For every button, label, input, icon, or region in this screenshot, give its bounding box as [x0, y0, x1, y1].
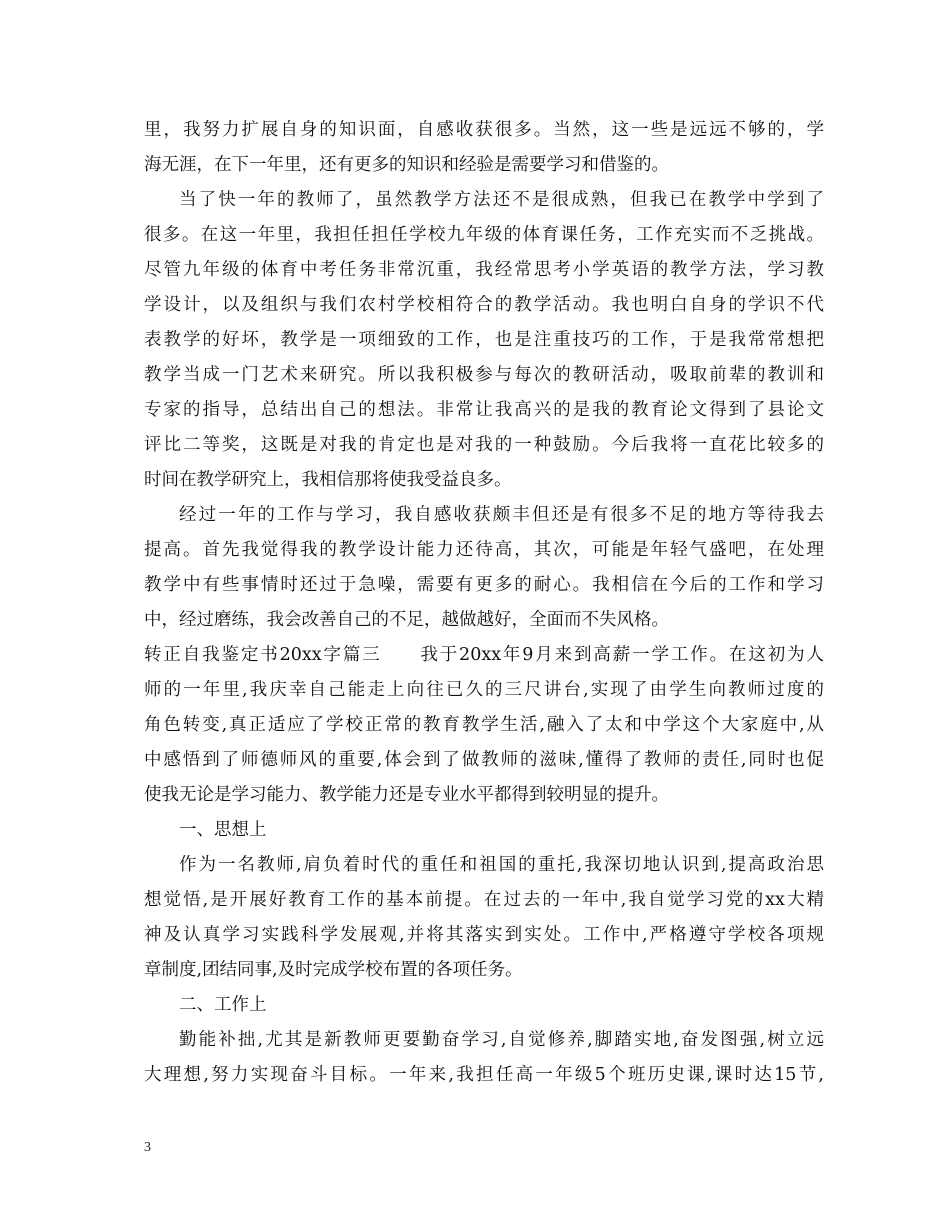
text-line: 想觉悟,是开展好教育工作的基本前提。在过去的一年中,我自觉学习党的xx大精 — [144, 890, 824, 910]
text-line: 时间在教学研究上，我相信那将使我受益良多。 — [144, 470, 512, 490]
text-line: 评比二等奖，这既是对我的肯定也是对我的一种鼓励。今后我将一直花比较多的 — [144, 435, 824, 455]
text-line: 里，我努力扩展自身的知识面，自感收获很多。当然，这一些是远远不够的，学 — [144, 120, 824, 140]
text-line: 教学当成一门艺术来研究。所以我积极参与每次的教研活动，吸取前辈的教训和 — [144, 365, 824, 385]
text-line: 专家的指导，总结出自己的想法。非常让我高兴的是我的教育论文得到了县论文 — [144, 400, 824, 420]
section-heading: 二、工作上 — [179, 995, 267, 1015]
text-line: 表教学的好坏，教学是一项细致的工作，也是注重技巧的工作，于是我常常想把 — [144, 330, 824, 350]
text-line: 中感悟到了师德师风的重要,体会到了做教师的滋味,懂得了教师的责任,同时也促 — [144, 750, 824, 770]
text-line: 角色转变,真正适应了学校正常的教育教学生活,融入了太和中学这个大家庭中,从 — [144, 715, 824, 735]
text-line: 章制度,团结同事,及时完成学校布置的各项任务。 — [144, 960, 523, 980]
section-heading: 一、思想上 — [179, 820, 267, 840]
text-line: 海无涯，在下一年里，还有更多的知识和经验是需要学习和借鉴的。 — [144, 155, 669, 175]
text-line: 转正自我鉴定书20xx字篇三 我于20xx年9月来到高薪一学工作。在这初为人 — [144, 645, 824, 665]
text-line: 提高。首先我觉得我的教学设计能力还待高，其次，可能是年轻气盛吧，在处理 — [144, 540, 824, 560]
text-line: 中，经过磨练，我会改善自己的不足，越做越好，全面而不失风格。 — [144, 610, 669, 630]
text-line: 经过一年的工作与学习，我自感收获颇丰但还是有很多不足的地方等待我去 — [179, 505, 824, 525]
text-line: 师的一年里,我庆幸自己能走上向往已久的三尺讲台,实现了由学生向教师过度的 — [144, 680, 824, 700]
text-line: 学设计，以及组织与我们农村学校相符合的教学活动。我也明白自身的学识不代 — [144, 295, 824, 315]
text-line: 教学中有些事情时还过于急噪，需要有更多的耐心。我相信在今后的工作和学习 — [144, 575, 824, 595]
text-line: 作为一名教师,肩负着时代的重任和祖国的重托,我深切地认识到,提高政治思 — [179, 855, 824, 875]
text-line: 大理想,努力实现奋斗目标。一年来,我担任高一年级5个班历史课,课时达15节, — [144, 1065, 824, 1085]
page-number: 3 — [144, 1140, 151, 1155]
text-line: 勤能补拙,尤其是新教师更要勤奋学习,自觉修养,脚踏实地,奋发图强,树立远 — [179, 1030, 824, 1050]
text-line: 使我无论是学习能力、教学能力还是专业水平都得到较明显的提升。 — [144, 785, 669, 805]
text-line: 神及认真学习实践科学发展观,并将其落实到实处。工作中,严格遵守学校各项规 — [144, 925, 824, 945]
text-line: 尽管九年级的体育中考任务非常沉重，我经常思考小学英语的教学方法，学习教 — [144, 260, 824, 280]
text-line: 当了快一年的教师了，虽然教学方法还不是很成熟，但我已在教学中学到了 — [179, 190, 824, 210]
text-line: 很多。在这一年里，我担任担任学校九年级的体育课任务，工作充实而不乏挑战。 — [144, 225, 824, 245]
